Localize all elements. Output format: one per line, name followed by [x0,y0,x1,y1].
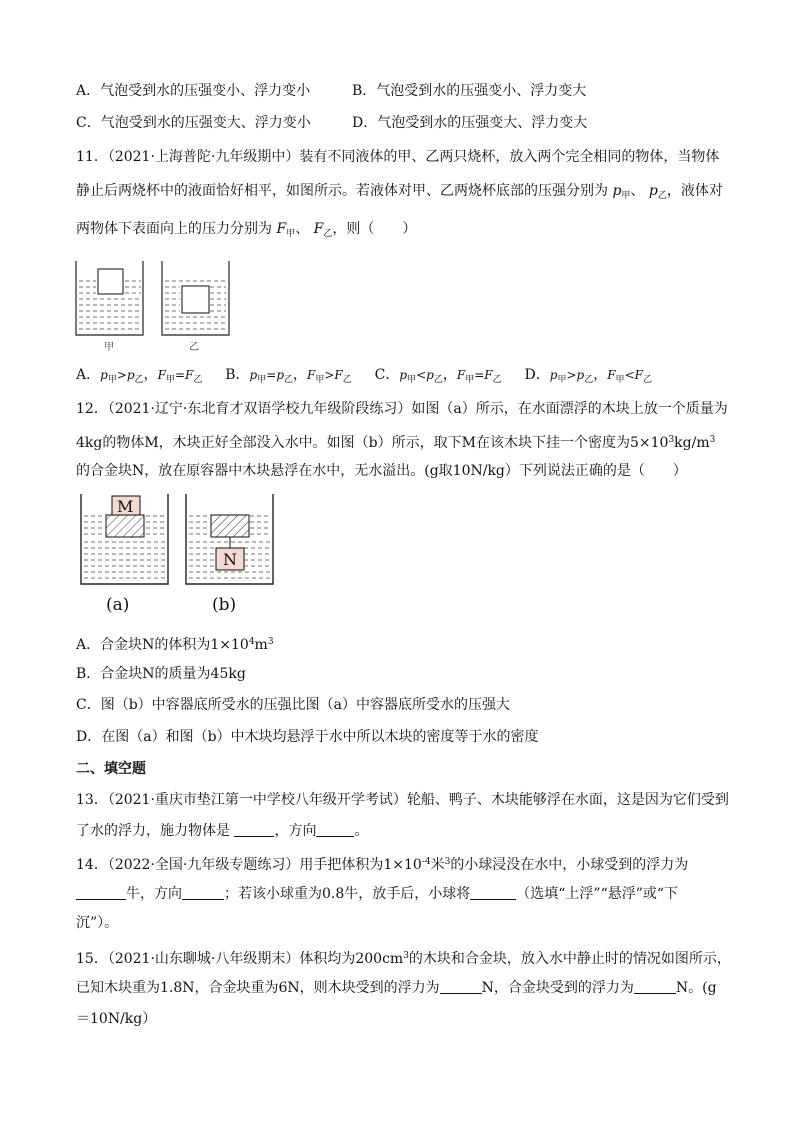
q13-stem-line2: 了水的浮力，施力物体是 ，方向 。 [76,823,369,839]
q10-option-a: A．气泡受到水的压强变小、浮力变小 [76,83,311,99]
q14-stem-line1: 14．（2022·全国·九年级专题练习）用手把体积为$1\times 10^{-4}$米$^3$的小球浸没在水中，小球受到的浮力为 [76,857,689,873]
wood-block-a [106,515,144,537]
q12-option-d: D．在图（a）和图（b）中木块均悬浮于水中所以木块的密度等于水的密度 [76,729,539,745]
object-m-label: M [117,497,134,516]
q14-blank-3[interactable] [470,885,516,900]
q13-blank-2[interactable] [316,822,354,837]
q14-blank-1[interactable] [76,885,126,900]
q15-stem-line3: ＝10N/kg） [76,1011,157,1027]
container-b [186,494,273,615]
q13-blank-1[interactable] [234,822,274,837]
q11-stem-line1: 11．（2021·上海普陀·九年级期中）装有不同液体的甲、乙两只烧杯，放入两个完全相同的物体，当物体 [76,149,720,165]
q11-option-a: A．$p_甲>p_乙$，$F_甲=F_乙$ [76,367,203,385]
q11-stem-line2: 静止后两烧杯中的液面恰好相平，如图所示。若液体对甲、乙两烧杯底部的压强分别为 $p_甲$、 $p_乙$，液体对 [76,183,723,201]
q12-stem-line3: 的合金块N，放在原容器中木块悬浮在水中，无水溢出。(g取10N/kg）下列说法正确的是（ ） [76,463,687,479]
q12-option-c: C．图（b）中容器底所受水的压强比图（a）中容器底所受水的压强大 [76,697,511,713]
beaker-jia-label: 甲 [104,342,114,353]
q15-stem-line2: 已知木块重为1.8N，合金块重为6N，则木块受到的浮力为 N，合金块受到的浮力为 N。(g [76,980,717,996]
q15-stem-line1: 15．（2021·山东聊城·八年级期末）体积均为$200cm^3$的木块和合金块，放入水中静止时的情况如图所示， [76,951,731,967]
q11-stem-line3: 两物体下表面向上的压力分别为 $F_甲$、 $F_乙$，则（ ） [76,221,417,239]
beaker-jia [76,261,143,353]
wood-block-b [211,515,249,537]
q14-blank-2[interactable] [182,885,224,900]
q10-option-c: C．气泡受到水的压强变大、浮力变小 [76,115,311,131]
section-heading-fill-in: 二、填空题 [76,761,146,777]
q11-beakers-figure [70,255,240,355]
q15-blank-1[interactable] [440,979,482,994]
alloy-block-n-label: N [223,550,237,569]
fig-label-b: (b) [212,595,237,615]
q11-options [76,365,652,390]
q11-option-d: D．$p_甲>p_乙$，$F_甲<F_乙$ [524,367,652,385]
q12-stem-line2: 4kg的物体M，木块正好全部没入水中。如图（b）所示，取下M在该木块下挂一个密度为$5\times 10^3kg/m^3$ [76,435,716,451]
q10-option-d: D．气泡受到水的压强变大、浮力变大 [352,115,588,131]
container-a [81,494,168,615]
q11-option-b: B．$p_甲=p_乙$，$F_甲>F_乙$ [225,367,352,385]
q15-blank-2[interactable] [634,979,676,994]
q12-option-a: A．合金块N的体积为$1\times 10^4m^3$ [76,637,274,653]
q12-stem-line1: 12．（2021·辽宁·东北育才双语学校九年级阶段练习）如图（a）所示，在水面漂浮的木块上放一个质量为 [76,401,728,417]
q13-stem-line1: 13．（2021·重庆市垫江第一中学校八年级开学考试）轮船、鸭子、木块能够浮在水面，这是因为它们受到 [76,792,729,808]
beaker-yi-label: 乙 [189,342,199,353]
q14-stem-line3: 沉”）。 [76,915,119,931]
beaker-yi [162,261,229,353]
fig-label-a: (a) [106,595,130,615]
q10-option-b: B．气泡受到水的压强变小、浮力变大 [352,83,587,99]
q14-stem-line2: 牛，方向 ；若该小球重为0.8牛，放手后，小球将 （选填“上浮”“悬浮”或“下 [76,884,678,904]
q11-option-c: C．$p_甲<p_乙$，$F_甲=F_乙$ [374,367,502,385]
q12-containers-figure [74,492,294,620]
q12-option-b: B．合金块N的质量为45kg [76,666,246,682]
